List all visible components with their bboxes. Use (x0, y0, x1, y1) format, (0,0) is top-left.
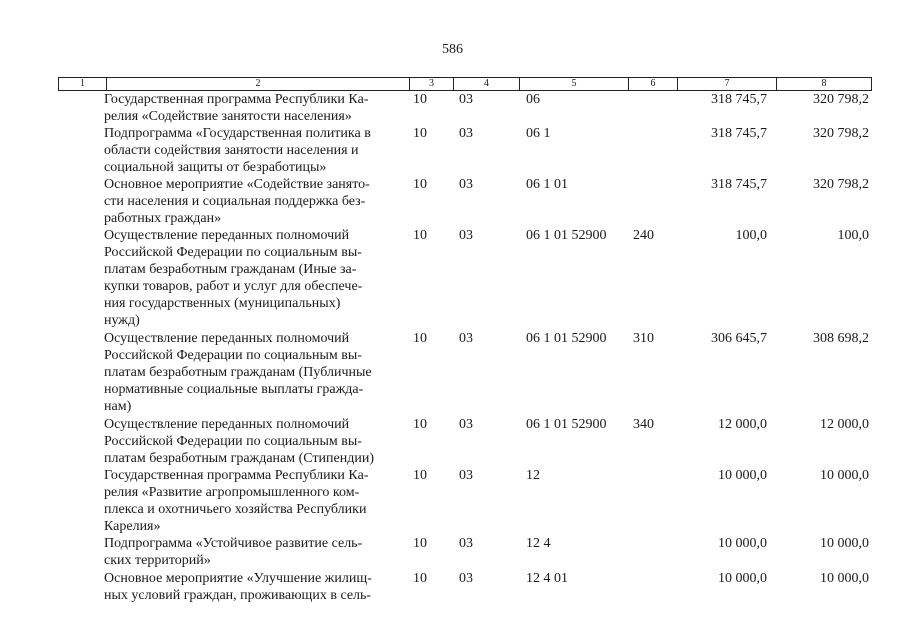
expense-type-code: 340 (633, 417, 654, 432)
target-article-code: 06 (526, 92, 540, 107)
description-line: социальной защиты от безработицы» (104, 160, 327, 175)
target-article-code: 06 1 01 52900 (526, 417, 607, 432)
description-line: платам безработным гражданам (Стипендии) (104, 451, 374, 466)
table-row (0, 176, 905, 227)
subsection-code: 03 (459, 92, 473, 107)
header-col-5: 5 (520, 78, 629, 90)
table-body (0, 91, 905, 604)
row-description (104, 467, 400, 535)
section-code: 10 (413, 468, 427, 483)
row-description (104, 416, 400, 467)
amount-year-2: 10 000,0 (820, 536, 869, 551)
table-row (0, 91, 905, 125)
header-col-3: 3 (410, 78, 454, 90)
header-col-1: 1 (59, 78, 107, 90)
section-code: 10 (413, 331, 427, 346)
description-line: Подпрограмма «Устойчивое развитие сель- (104, 536, 363, 551)
amount-year-2: 320 798,2 (813, 126, 869, 141)
description-line: Осуществление переданных полномочий (104, 228, 350, 243)
amount-year-1: 306 645,7 (711, 331, 767, 346)
amount-year-2: 10 000,0 (820, 571, 869, 586)
amount-year-1: 318 745,7 (711, 177, 767, 192)
subsection-code: 03 (459, 468, 473, 483)
description-line: Осуществление переданных полномочий (104, 331, 350, 346)
description-line: нужд) (104, 313, 140, 328)
description-line: нам) (104, 399, 132, 414)
description-line: Российской Федерации по социальным вы- (104, 348, 362, 363)
description-line: сти населения и социальная поддержка без- (104, 194, 366, 209)
header-col-7: 7 (678, 78, 777, 90)
section-code: 10 (413, 417, 427, 432)
amount-year-2: 100,0 (837, 228, 869, 243)
amount-year-2: 320 798,2 (813, 92, 869, 107)
section-code: 10 (413, 536, 427, 551)
target-article-code: 06 1 (526, 126, 551, 141)
amount-year-1: 10 000,0 (718, 468, 767, 483)
section-code: 10 (413, 92, 427, 107)
row-description (104, 330, 400, 415)
description-line: Карелия» (104, 519, 161, 534)
table-row (0, 125, 905, 176)
description-line: плекса и охотничьего хозяйства Республики (104, 502, 367, 517)
subsection-code: 03 (459, 177, 473, 192)
amount-year-2: 10 000,0 (820, 468, 869, 483)
table-row (0, 535, 905, 569)
subsection-code: 03 (459, 228, 473, 243)
amount-year-1: 12 000,0 (718, 417, 767, 432)
table-row (0, 467, 905, 535)
description-line: платам безработным гражданам (Публичные (104, 365, 372, 380)
target-article-code: 12 4 01 (526, 571, 568, 586)
description-line: Подпрограмма «Государственная политика в (104, 126, 371, 141)
description-line: области содействия занятости населения и (104, 143, 359, 158)
section-code: 10 (413, 228, 427, 243)
header-col-8: 8 (821, 78, 827, 89)
description-line: Основное мероприятие «Улучшение жилищ- (104, 571, 372, 586)
amount-year-1: 10 000,0 (718, 536, 767, 551)
row-description (104, 535, 400, 569)
subsection-code: 03 (459, 417, 473, 432)
description-line: ских территорий» (104, 553, 211, 568)
row-description (104, 176, 400, 227)
table-row (0, 330, 905, 415)
amount-year-2: 320 798,2 (813, 177, 869, 192)
target-article-code: 12 (526, 468, 540, 483)
amount-year-1: 10 000,0 (718, 571, 767, 586)
section-code: 10 (413, 177, 427, 192)
amount-year-1: 318 745,7 (711, 126, 767, 141)
description-line: релия «Развитие агропромышленного ком- (104, 485, 360, 500)
header-col-6: 6 (629, 78, 678, 90)
amount-year-1: 100,0 (735, 228, 767, 243)
row-description (104, 91, 400, 125)
subsection-code: 03 (459, 331, 473, 346)
target-article-code: 06 1 01 (526, 177, 568, 192)
table-row (0, 570, 905, 604)
table-row (0, 416, 905, 467)
table-row (0, 227, 905, 329)
amount-year-2: 12 000,0 (820, 417, 869, 432)
description-line: Основное мероприятие «Содействие занято- (104, 177, 370, 192)
description-line: Осуществление переданных полномочий (104, 417, 350, 432)
description-line: Государственная программа Республики Ка- (104, 468, 369, 483)
description-line: ных условий граждан, проживающих в сель- (104, 588, 372, 603)
expense-type-code: 240 (633, 228, 654, 243)
description-line: релия «Содействие занятости населения» (104, 109, 352, 124)
section-code: 10 (413, 126, 427, 141)
header-col-2: 2 (107, 78, 410, 90)
description-line: нормативные социальные выплаты гражда- (104, 382, 364, 397)
description-line: Российской Федерации по социальным вы- (104, 245, 362, 260)
target-article-code: 12 4 (526, 536, 551, 551)
description-line: платам безработным гражданам (Иные за- (104, 262, 357, 277)
target-article-code: 06 1 01 52900 (526, 228, 607, 243)
subsection-code: 03 (459, 126, 473, 141)
row-description (104, 125, 400, 176)
description-line: купки товаров, работ и услуг для обеспече- (104, 279, 363, 294)
amount-year-1: 318 745,7 (711, 92, 767, 107)
row-description (104, 570, 400, 604)
header-col-4: 4 (454, 78, 520, 90)
table-header (58, 77, 872, 91)
row-description (104, 227, 400, 329)
subsection-code: 03 (459, 536, 473, 551)
expense-type-code: 310 (633, 331, 654, 346)
description-line: Российской Федерации по социальным вы- (104, 434, 362, 449)
description-line: работных граждан» (104, 211, 222, 226)
description-line: Государственная программа Республики Ка- (104, 92, 369, 107)
description-line: ния государственных (муниципальных) (104, 296, 341, 311)
section-code: 10 (413, 571, 427, 586)
target-article-code: 06 1 01 52900 (526, 331, 607, 346)
amount-year-2: 308 698,2 (813, 331, 869, 346)
page-number: 586 (442, 42, 463, 57)
subsection-code: 03 (459, 571, 473, 586)
